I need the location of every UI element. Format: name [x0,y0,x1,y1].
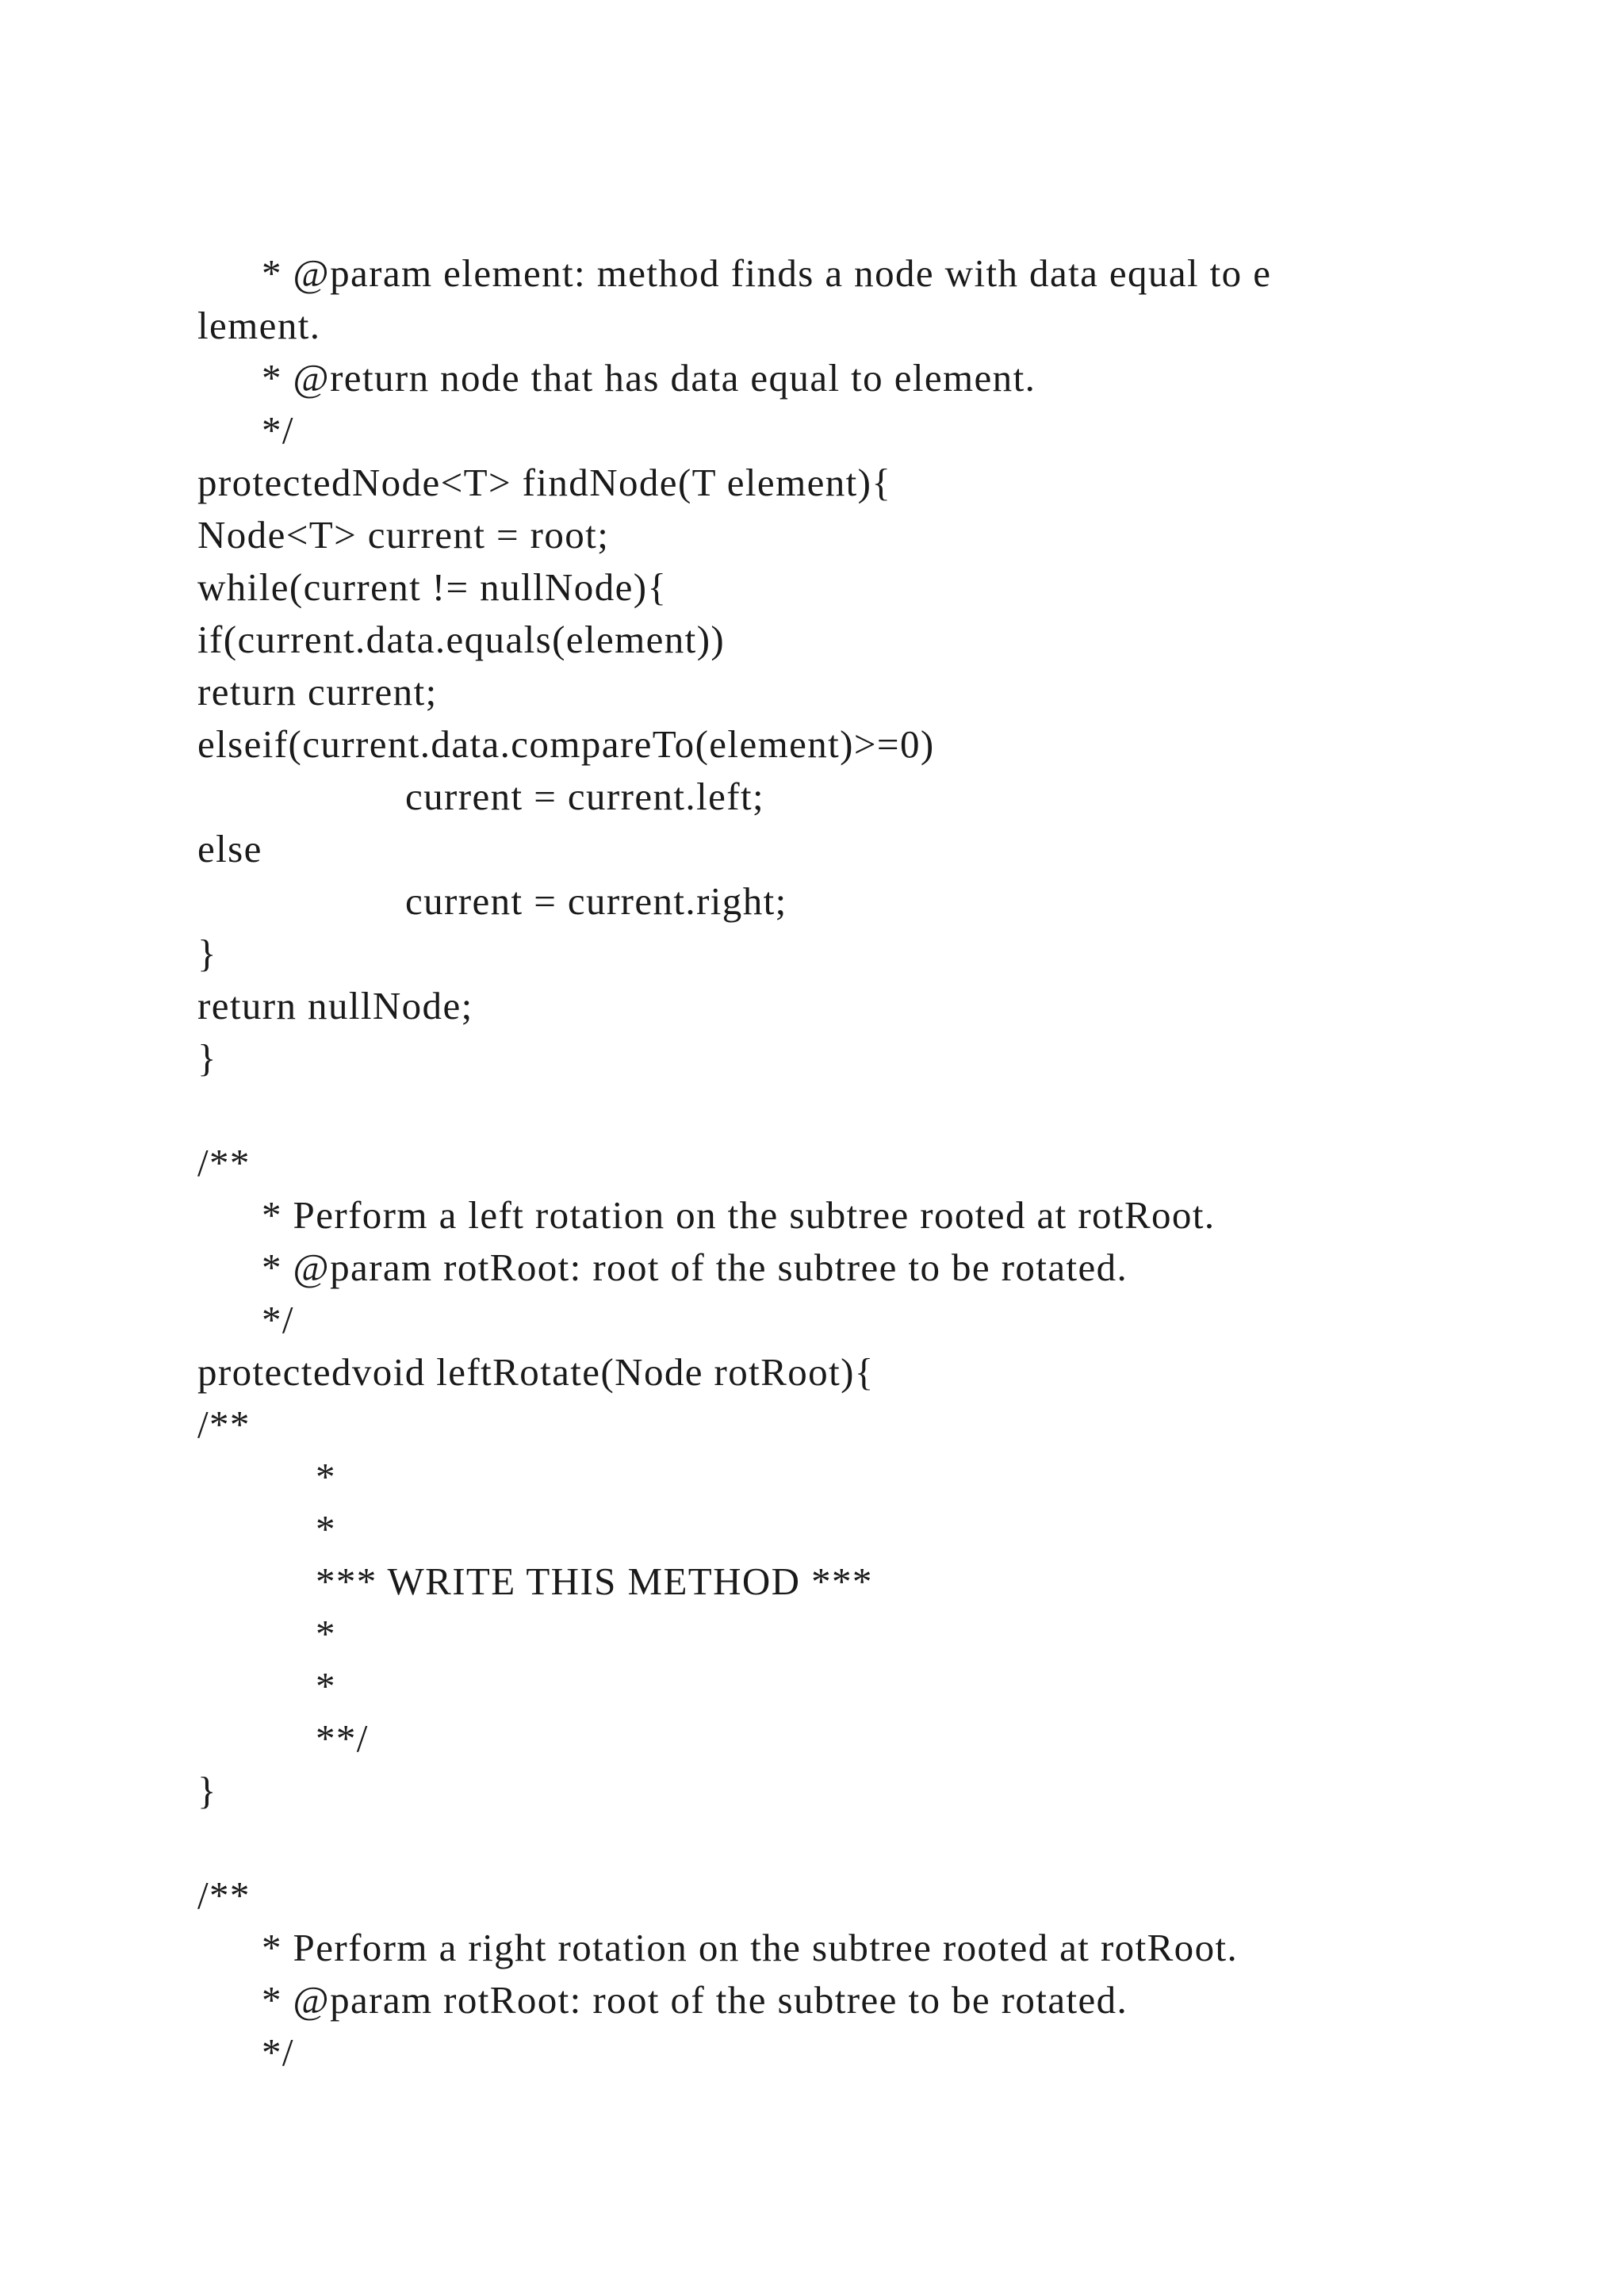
code-line: *** WRITE THIS METHOD *** [316,1559,873,1603]
code-line: * Perform a right rotation on the subtree rooted at rotRoot. [262,1926,1239,1969]
code-line: if(current.data.equals(element)) [197,618,726,661]
code-line: * @param element: method finds a node with data equal to e [262,251,1272,295]
code-line: return current; [197,670,438,714]
code-line: } [197,1036,217,1080]
code-line: else [197,827,262,871]
code-line: protectedNode<T> findNode(T element){ [197,461,892,504]
code-line: * Perform a left rotation on the subtree rooted at rotRoot. [262,1193,1216,1237]
code-line: * [316,1507,336,1551]
code-line: * @param rotRoot: root of the subtree to be rotated. [262,1978,1128,2022]
code-line: Node<T> current = root; [197,513,610,557]
code-line: /** [197,1141,251,1184]
code-line: lement. [197,304,321,347]
code-line: current = current.left; [405,775,764,818]
code-line: current = current.right; [405,879,787,923]
code-line: * @return node that has data equal to element. [262,356,1036,400]
code-line: /** [197,1873,251,1917]
code-line: } [197,932,217,975]
code-line: */ [262,2030,294,2074]
code-line: */ [262,1298,294,1341]
code-line: elseif(current.data.compareTo(element)>=0) [197,722,935,766]
code-line: * [316,1612,336,1655]
code-line: * [316,1664,336,1708]
code-line: protectedvoid leftRotate(Node rotRoot){ [197,1350,875,1394]
code-line: /** [197,1402,251,1446]
code-line: */ [262,408,294,452]
code-line: **/ [316,1716,369,1760]
code-line: return nullNode; [197,984,473,1027]
code-line: * [316,1455,336,1498]
code-line: * @param rotRoot: root of the subtree to be rotated. [262,1246,1128,1289]
code-line: } [197,1769,217,1812]
code-line: while(current != nullNode){ [197,565,668,609]
